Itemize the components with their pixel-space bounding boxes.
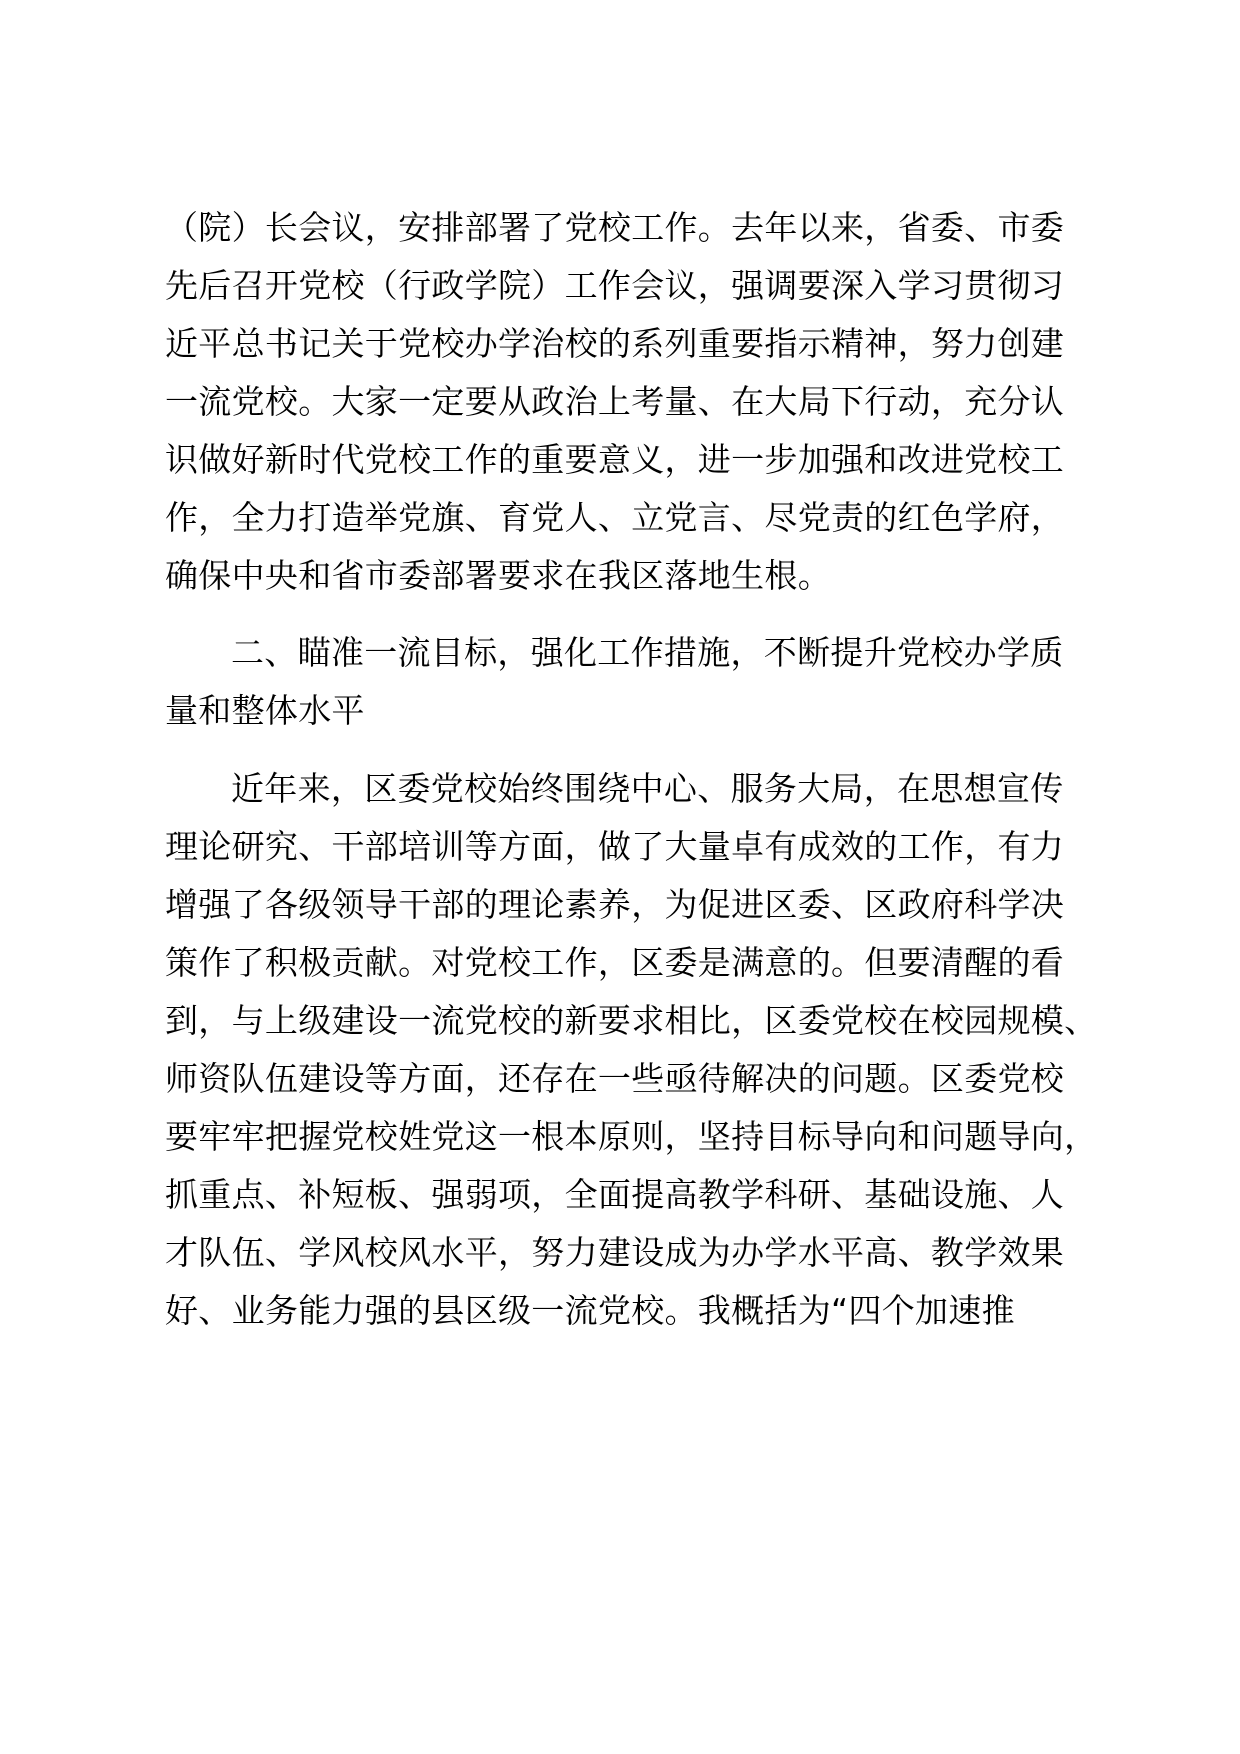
text-line: 抓重点、补短板、强弱项，全面提高教学科研、基础设施、人 — [165, 1175, 1065, 1214]
text-line: 近平总书记关于党校办学治校的系列重要指示精神，努力创建 — [165, 324, 1065, 363]
heading-line: 量和整体水平 — [165, 691, 365, 730]
text-line: 确保中央和省市委部署要求在我区落地生根。 — [165, 556, 831, 595]
text-line: 才队伍、学风校风水平，努力建设成为办学水平高、教学效果 — [165, 1233, 1065, 1272]
text-line: 策作了积极贡献。对党校工作，区委是满意的。但要清醒的看 — [165, 943, 1065, 982]
text-line: 好、业务能力强的县区级一流党校。我概括为“四个加速推 — [165, 1291, 1015, 1330]
text-line: 近年来，区委党校始终围绕中心、服务大局，在思想宣传 — [231, 769, 1064, 808]
text-line: 一流党校。大家一定要从政治上考量、在大局下行动，充分认 — [165, 382, 1065, 421]
text-line: 作，全力打造举党旗、育党人、立党言、尽党责的红色学府， — [165, 498, 1065, 537]
text-line: 到，与上级建设一流党校的新要求相比，区委党校在校园规模、 — [165, 1001, 1098, 1040]
text-line: 先后召开党校（行政学院）工作会议，强调要深入学习贯彻习 — [165, 266, 1065, 305]
text-line: 识做好新时代党校工作的重要意义，进一步加强和改进党校工 — [165, 440, 1065, 479]
heading-line: 二、瞄准一流目标，强化工作措施，不断提升党校办学质 — [231, 633, 1064, 672]
text-line: 理论研究、干部培训等方面，做了大量卓有成效的工作，有力 — [165, 827, 1065, 866]
text-line: （院）长会议，安排部署了党校工作。去年以来，省委、市委 — [165, 208, 1065, 247]
text-line: 要牢牢把握党校姓党这一根本原则，坚持目标导向和问题导向， — [165, 1117, 1098, 1156]
text-line: 师资队伍建设等方面，还存在一些亟待解决的问题。区委党校 — [165, 1059, 1065, 1098]
text-line: 增强了各级领导干部的理论素养，为促进区委、区政府科学决 — [165, 885, 1065, 924]
